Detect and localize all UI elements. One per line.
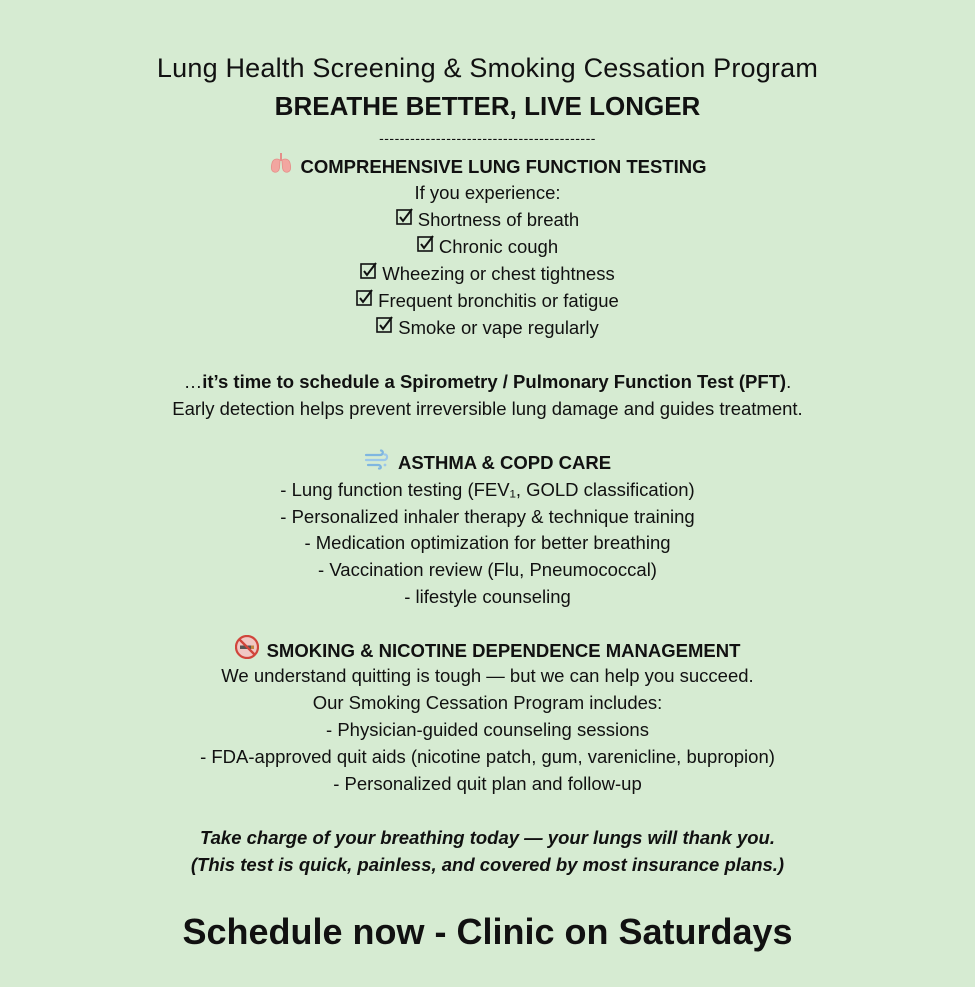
page-title: Lung Health Screening & Smoking Cessation Program — [156, 53, 819, 83]
pft-call-to-action: …it’s time to schedule a Spirometry / Pulmonary Function Test (PFT). — [183, 371, 792, 392]
symptom-item: Smoke or vape regularly — [0, 316, 975, 341]
asthma-copd-heading-text: ASTHMA & COPD CARE — [397, 451, 612, 473]
divider: ------------------------------------------ — [379, 130, 596, 146]
list-item: - Medication optimization for better breathing — [304, 532, 671, 553]
list-item: - Lung function testing (FEV₁, GOLD classification) — [280, 479, 695, 500]
insurance-note: (This test is quick, painless, and covered by most insurance plans.) — [190, 854, 785, 875]
wind-icon — [364, 448, 390, 476]
asthma-copd-heading — [0, 450, 975, 478]
checkbox-checked-icon — [376, 315, 393, 339]
smoking-heading — [0, 637, 975, 667]
no-smoking-icon — [235, 635, 259, 665]
list-item: - Physician-guided counseling sessions — [326, 719, 649, 740]
list-item: - Vaccination review (Flu, Pneumococcal) — [318, 559, 657, 580]
page-subtitle: BREATHE BETTER, LIVE LONGER — [274, 91, 701, 121]
lung-testing-intro: If you experience: — [414, 182, 561, 203]
list-item: - Personalized inhaler therapy & technique training — [280, 506, 695, 527]
smoking-intro: We understand quitting is tough — but we can help you succeed. — [221, 665, 754, 686]
program-intro: Our Smoking Cessation Program includes: — [312, 692, 663, 713]
list-item: - lifestyle counseling — [404, 586, 571, 607]
symptom-item: Wheezing or chest tightness — [0, 262, 975, 287]
checkbox-checked-icon — [396, 207, 413, 231]
schedule-cta: Schedule now - Clinic on Saturdays — [182, 911, 793, 952]
symptom-item: Shortness of breath — [0, 208, 975, 233]
lung-testing-heading — [0, 154, 975, 182]
list-item: - Personalized quit plan and follow-up — [333, 773, 642, 794]
checkbox-checked-icon — [417, 234, 434, 258]
lung-testing-heading-text: COMPREHENSIVE LUNG FUNCTION TESTING — [300, 155, 707, 177]
symptom-item: Frequent bronchitis or fatigue — [0, 289, 975, 314]
smoking-heading-text: SMOKING & NICOTINE DEPENDENCE MANAGEMENT — [266, 639, 741, 661]
symptom-item: Chronic cough — [0, 235, 975, 260]
list-item: - FDA-approved quit aids (nicotine patch, gum, varenicline, bupropion) — [200, 746, 775, 767]
checkbox-checked-icon — [356, 288, 373, 312]
closing-line: Take charge of your breathing today — your lungs will thank you. — [200, 827, 775, 848]
checkbox-checked-icon — [360, 261, 377, 285]
early-detection-note: Early detection helps prevent irreversible lung damage and guides treatment. — [172, 398, 803, 419]
lungs-icon — [269, 152, 293, 180]
